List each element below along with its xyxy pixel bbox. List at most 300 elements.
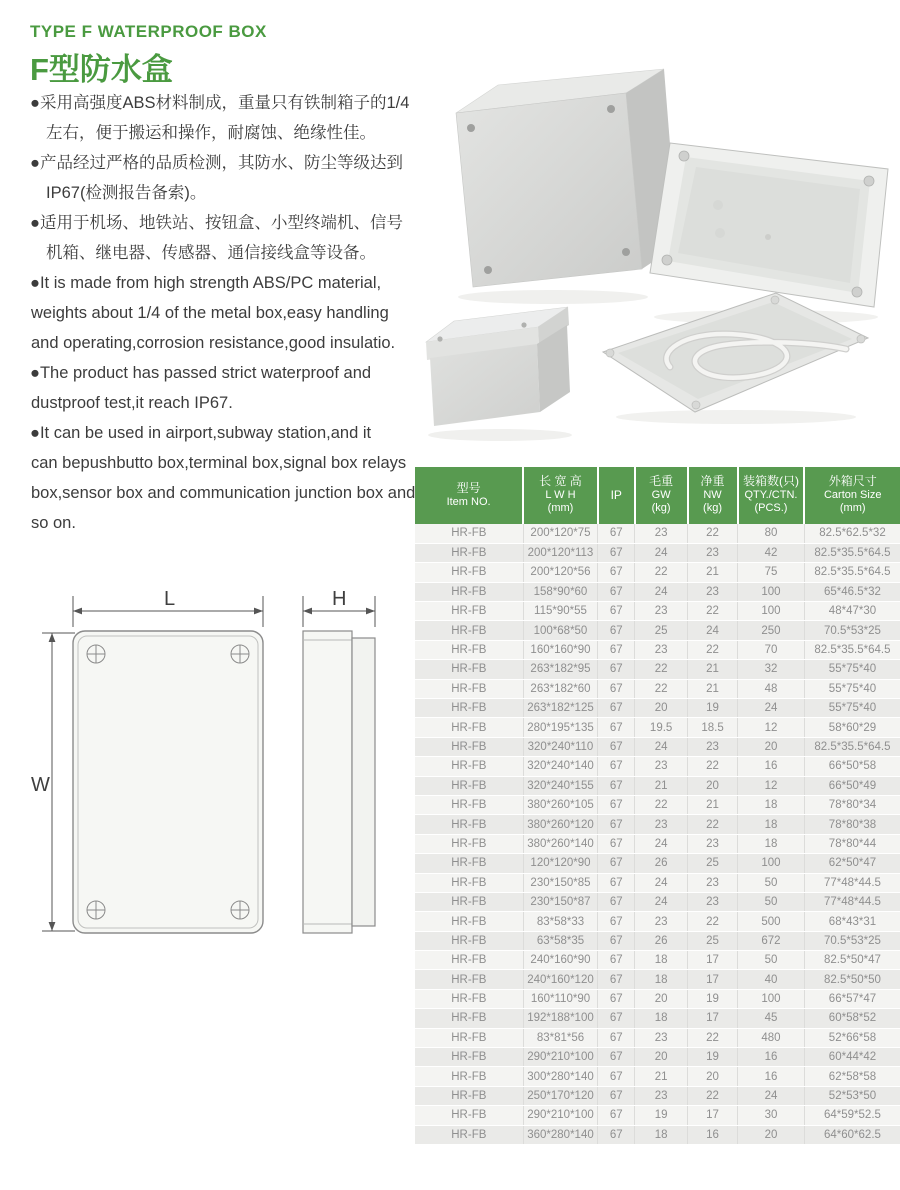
table-cell: 17	[688, 1009, 738, 1028]
table-cell: 67	[598, 795, 635, 814]
table-cell: 55*75*40	[804, 660, 900, 679]
column-header: 装箱数(只) QTY./CTN. (PCS.)	[738, 467, 805, 524]
table-row	[415, 699, 900, 718]
table-cell: 50	[738, 892, 805, 911]
table-cell: 100	[738, 989, 805, 1008]
column-header: 型号 Item NO.	[415, 467, 523, 524]
table-row	[415, 815, 900, 834]
table-cell: 23	[688, 582, 738, 601]
table-cell: 24	[635, 873, 688, 892]
table-cell: HR-FB	[415, 951, 523, 970]
table-cell: HR-FB	[415, 1125, 523, 1144]
table-cell: 263*182*95	[523, 660, 598, 679]
table-cell: 67	[598, 1028, 635, 1047]
table-cell: HR-FB	[415, 854, 523, 873]
table-cell: HR-FB	[415, 718, 523, 737]
table-cell: 24	[635, 834, 688, 853]
front-view-outline	[73, 631, 263, 933]
table-cell: 70.5*53*25	[804, 931, 900, 950]
table-cell: 23	[635, 1028, 688, 1047]
table-cell: HR-FB	[415, 912, 523, 931]
table-row	[415, 660, 900, 679]
table-cell: HR-FB	[415, 737, 523, 756]
table-cell: 66*50*49	[804, 776, 900, 795]
table-cell: 290*210*100	[523, 1106, 598, 1125]
table-cell: 360*280*140	[523, 1125, 598, 1144]
table-cell: 23	[635, 815, 688, 834]
table-cell: 78*80*38	[804, 815, 900, 834]
feature-line: IP67(检测报告备索)。	[46, 184, 207, 202]
table-row	[415, 1125, 900, 1144]
photo-big-box	[456, 69, 678, 287]
table-cell: 380*260*120	[523, 815, 598, 834]
table-cell: 25	[635, 621, 688, 640]
table-cell: 380*260*140	[523, 834, 598, 853]
table-cell: 23	[635, 524, 688, 543]
table-cell: 200*120*56	[523, 563, 598, 582]
table-cell: 100	[738, 602, 805, 621]
table-row	[415, 892, 900, 911]
feature-line: 左右，便于搬运和操作，耐腐蚀、绝缘性佳。	[46, 124, 376, 142]
dimension-label-L: L	[164, 588, 176, 610]
table-row	[415, 834, 900, 853]
table-cell: HR-FB	[415, 931, 523, 950]
table-cell: HR-FB	[415, 757, 523, 776]
screw-icon	[87, 901, 105, 919]
table-cell: 18	[635, 1125, 688, 1144]
table-cell: 67	[598, 1125, 635, 1144]
table-cell: HR-FB	[415, 621, 523, 640]
feature-line: ●It can be used in airport,subway station,and it	[30, 424, 372, 442]
table-cell: 68*43*31	[804, 912, 900, 931]
table-cell: 19	[688, 989, 738, 1008]
table-cell: 67	[598, 679, 635, 698]
screw-icon	[231, 645, 249, 663]
table-row	[415, 912, 900, 931]
table-cell: 22	[688, 815, 738, 834]
table-cell: 67	[598, 543, 635, 562]
table-cell: 22	[688, 912, 738, 931]
page-title-cn: F型防水盒	[30, 52, 173, 87]
table-cell: 17	[688, 951, 738, 970]
feature-bullet	[30, 418, 426, 538]
table-cell: 82.5*62.5*32	[804, 524, 900, 543]
dimension-label-W: W	[31, 774, 50, 796]
table-cell: 62*58*58	[804, 1067, 900, 1086]
table-cell: 63*58*35	[523, 931, 598, 950]
table-cell: 23	[688, 737, 738, 756]
table-cell: 77*48*44.5	[804, 873, 900, 892]
page-title-en: TYPE F WATERPROOF BOX	[30, 22, 267, 41]
feature-bullet	[30, 208, 426, 268]
table-cell: 21	[635, 776, 688, 795]
feature-line: ●It is made from high strength ABS/PC material,	[30, 274, 382, 292]
table-cell: 20	[688, 776, 738, 795]
table-cell: 67	[598, 1106, 635, 1125]
table-row	[415, 1009, 900, 1028]
table-cell: 380*260*105	[523, 795, 598, 814]
column-header: 外箱尺寸 Carton Size (mm)	[804, 467, 900, 524]
table-cell: HR-FB	[415, 989, 523, 1008]
table-cell: 16	[738, 757, 805, 776]
photo-open-box	[650, 143, 888, 307]
table-cell: 18	[738, 834, 805, 853]
table-cell: 20	[635, 699, 688, 718]
table-cell: 82.5*50*50	[804, 970, 900, 989]
table-cell: 82.5*35.5*64.5	[804, 543, 900, 562]
table-cell: HR-FB	[415, 1048, 523, 1067]
table-cell: 22	[688, 524, 738, 543]
table-row	[415, 718, 900, 737]
table-row	[415, 582, 900, 601]
feature-bullet	[30, 268, 426, 358]
feature-line: dustproof test,it reach IP67.	[31, 394, 233, 412]
table-cell: 120*120*90	[523, 854, 598, 873]
table-cell: 300*280*140	[523, 1067, 598, 1086]
table-cell: 23	[688, 892, 738, 911]
table-row	[415, 1067, 900, 1086]
column-header: 毛重 GW (kg)	[635, 467, 688, 524]
table-cell: 192*188*100	[523, 1009, 598, 1028]
table-cell: 67	[598, 699, 635, 718]
feature-bullet	[30, 88, 426, 148]
table-cell: 67	[598, 640, 635, 659]
table-cell: 23	[688, 834, 738, 853]
table-cell: 200*120*75	[523, 524, 598, 543]
feature-bullet	[30, 358, 426, 418]
table-row	[415, 989, 900, 1008]
table-cell: 70.5*53*25	[804, 621, 900, 640]
table-cell: 64*59*52.5	[804, 1106, 900, 1125]
table-cell: 55*75*40	[804, 679, 900, 698]
table-row	[415, 757, 900, 776]
table-cell: 19	[688, 1048, 738, 1067]
table-cell: 26	[635, 931, 688, 950]
table-cell: 263*182*125	[523, 699, 598, 718]
table-cell: HR-FB	[415, 699, 523, 718]
table-row	[415, 873, 900, 892]
table-cell: HR-FB	[415, 582, 523, 601]
table-row	[415, 737, 900, 756]
table-cell: 100*68*50	[523, 621, 598, 640]
table-cell: 67	[598, 912, 635, 931]
table-cell: 83*81*56	[523, 1028, 598, 1047]
feature-line: can bepushbutto box,terminal box,signal box relays	[31, 454, 407, 472]
shadow	[458, 290, 648, 304]
column-header: 长 宽 高 L W H (mm)	[523, 467, 598, 524]
table-cell: HR-FB	[415, 660, 523, 679]
table-cell: 18	[635, 951, 688, 970]
table-cell: 52*53*50	[804, 1086, 900, 1105]
table-row	[415, 1028, 900, 1047]
table-cell: 320*240*110	[523, 737, 598, 756]
table-cell: 18.5	[688, 718, 738, 737]
title-block	[30, 22, 267, 89]
table-cell: 21	[688, 679, 738, 698]
table-cell: 230*150*87	[523, 892, 598, 911]
table-cell: 70	[738, 640, 805, 659]
table-cell: 19	[688, 699, 738, 718]
table-cell: 23	[635, 640, 688, 659]
table-cell: HR-FB	[415, 602, 523, 621]
table-cell: 45	[738, 1009, 805, 1028]
table-cell: 75	[738, 563, 805, 582]
table-cell: HR-FB	[415, 795, 523, 814]
table-cell: 83*58*33	[523, 912, 598, 931]
table-cell: 67	[598, 718, 635, 737]
table-cell: 78*80*34	[804, 795, 900, 814]
table-cell: 21	[688, 795, 738, 814]
table-cell: HR-FB	[415, 524, 523, 543]
table-cell: 67	[598, 737, 635, 756]
table-cell: 67	[598, 621, 635, 640]
table-cell: HR-FB	[415, 640, 523, 659]
photo-small-box	[426, 307, 570, 426]
table-cell: 67	[598, 989, 635, 1008]
spec-table	[415, 467, 900, 1145]
table-cell: 320*240*140	[523, 757, 598, 776]
table-cell: 18	[635, 1009, 688, 1028]
feature-list	[30, 88, 426, 538]
table-cell: HR-FB	[415, 873, 523, 892]
table-cell: HR-FB	[415, 1009, 523, 1028]
feature-line: box,sensor box and communication junction box and	[31, 484, 416, 502]
feature-line: so on.	[31, 514, 76, 532]
feature-line: ●采用高强度ABS材料制成，重量只有铁制箱子的1/4	[30, 94, 410, 112]
table-row	[415, 1048, 900, 1067]
table-cell: 16	[738, 1067, 805, 1086]
table-cell: 672	[738, 931, 805, 950]
table-cell: 12	[738, 776, 805, 795]
screw-icon	[87, 645, 105, 663]
table-cell: 24	[688, 621, 738, 640]
table-cell: 67	[598, 602, 635, 621]
table-cell: 50	[738, 951, 805, 970]
column-header: 净重 NW (kg)	[688, 467, 738, 524]
table-cell: 67	[598, 660, 635, 679]
table-cell: HR-FB	[415, 1067, 523, 1086]
table-cell: 21	[688, 563, 738, 582]
product-photo	[418, 55, 900, 460]
table-cell: 67	[598, 1086, 635, 1105]
table-cell: 20	[738, 737, 805, 756]
dimension-label-H: H	[332, 588, 347, 610]
table-cell: HR-FB	[415, 776, 523, 795]
table-cell: 52*66*58	[804, 1028, 900, 1047]
table-cell: 80	[738, 524, 805, 543]
table-cell: 22	[688, 1028, 738, 1047]
table-cell: HR-FB	[415, 1106, 523, 1125]
table-cell: 67	[598, 931, 635, 950]
table-cell: 22	[688, 640, 738, 659]
feature-line: ●产品经过严格的品质检测，其防水、防尘等级达到	[30, 154, 403, 172]
table-cell: 23	[635, 602, 688, 621]
table-cell: 22	[635, 679, 688, 698]
table-cell: 17	[688, 1106, 738, 1125]
photo-lid	[603, 293, 868, 412]
table-cell: 55*75*40	[804, 699, 900, 718]
table-cell: 82.5*35.5*64.5	[804, 737, 900, 756]
table-cell: 67	[598, 815, 635, 834]
table-body	[415, 524, 900, 1145]
table-cell: 20	[688, 1067, 738, 1086]
table-cell: 230*150*85	[523, 873, 598, 892]
table-cell: 48	[738, 679, 805, 698]
shadow	[616, 410, 856, 424]
table-cell: 60*44*42	[804, 1048, 900, 1067]
table-cell: HR-FB	[415, 563, 523, 582]
table-cell: 16	[738, 1048, 805, 1067]
screw-icon	[231, 901, 249, 919]
table-cell: 158*90*60	[523, 582, 598, 601]
table-cell: 48*47*30	[804, 602, 900, 621]
table-cell: 250	[738, 621, 805, 640]
table-cell: HR-FB	[415, 834, 523, 853]
table-cell: 23	[688, 873, 738, 892]
table-cell: 100	[738, 854, 805, 873]
table-cell: 19.5	[635, 718, 688, 737]
table-cell: 263*182*60	[523, 679, 598, 698]
column-header: IP	[598, 467, 635, 524]
table-cell: 20	[738, 1125, 805, 1144]
table-cell: 67	[598, 524, 635, 543]
feature-line: ●适用于机场、地铁站、按钮盒、小型终端机、信号	[30, 214, 403, 232]
table-header-row	[415, 467, 900, 524]
table-row	[415, 776, 900, 795]
table-cell: 22	[635, 660, 688, 679]
table-cell: 18	[635, 970, 688, 989]
table-row	[415, 1086, 900, 1105]
table-cell: 22	[688, 1086, 738, 1105]
feature-line: 机箱、继电器、传感器、通信接线盒等设备。	[46, 244, 376, 262]
table-cell: 24	[635, 543, 688, 562]
table-cell: 67	[598, 1048, 635, 1067]
table-cell: 160*110*90	[523, 989, 598, 1008]
table-cell: HR-FB	[415, 1028, 523, 1047]
table-cell: 18	[738, 795, 805, 814]
table-cell: 23	[635, 912, 688, 931]
table-cell: 24	[738, 1086, 805, 1105]
table-cell: 67	[598, 970, 635, 989]
feature-line: and operating,corrosion resistance,good insulatio.	[31, 334, 396, 352]
feature-bullet	[30, 148, 426, 208]
table-cell: 67	[598, 757, 635, 776]
table-cell: 22	[688, 602, 738, 621]
table-cell: 25	[688, 931, 738, 950]
table-cell: 24	[738, 699, 805, 718]
table-cell: 67	[598, 1067, 635, 1086]
table-cell: 240*160*90	[523, 951, 598, 970]
table-cell: 200*120*113	[523, 543, 598, 562]
table-cell: 290*210*100	[523, 1048, 598, 1067]
table-cell: 20	[635, 989, 688, 1008]
table-cell: HR-FB	[415, 892, 523, 911]
table-cell: 67	[598, 873, 635, 892]
table-row	[415, 970, 900, 989]
table-row	[415, 1106, 900, 1125]
table-row	[415, 543, 900, 562]
table-cell: HR-FB	[415, 1086, 523, 1105]
table-row	[415, 931, 900, 950]
table-cell: HR-FB	[415, 970, 523, 989]
table-cell: 480	[738, 1028, 805, 1047]
table-row	[415, 854, 900, 873]
table-cell: 64*60*62.5	[804, 1125, 900, 1144]
table-cell: 19	[635, 1106, 688, 1125]
table-cell: 500	[738, 912, 805, 931]
table-cell: 25	[688, 854, 738, 873]
table-cell: 82.5*50*47	[804, 951, 900, 970]
table-cell: 22	[688, 757, 738, 776]
table-cell: 16	[688, 1125, 738, 1144]
table-cell: 65*46.5*32	[804, 582, 900, 601]
shadow	[428, 429, 572, 441]
side-view-outline	[303, 631, 375, 933]
table-cell: 23	[635, 757, 688, 776]
table-cell: 67	[598, 776, 635, 795]
feature-line: weights about 1/4 of the metal box,easy handling	[31, 304, 389, 322]
table-row	[415, 563, 900, 582]
table-cell: 320*240*155	[523, 776, 598, 795]
table-cell: 20	[635, 1048, 688, 1067]
table-cell: HR-FB	[415, 679, 523, 698]
table-cell: 60*58*52	[804, 1009, 900, 1028]
table-cell: 17	[688, 970, 738, 989]
table-cell: 240*160*120	[523, 970, 598, 989]
table-cell: 12	[738, 718, 805, 737]
table-row	[415, 640, 900, 659]
table-cell: 67	[598, 582, 635, 601]
table-cell: 82.5*35.5*64.5	[804, 640, 900, 659]
table-cell: 24	[635, 892, 688, 911]
table-cell: 67	[598, 854, 635, 873]
table-cell: 67	[598, 892, 635, 911]
table-cell: 24	[635, 737, 688, 756]
table-cell: 32	[738, 660, 805, 679]
table-cell: 77*48*44.5	[804, 892, 900, 911]
table-cell: 82.5*35.5*64.5	[804, 563, 900, 582]
table-cell: 66*57*47	[804, 989, 900, 1008]
table-cell: 67	[598, 834, 635, 853]
table-cell: HR-FB	[415, 543, 523, 562]
table-cell: 21	[688, 660, 738, 679]
table-cell: 58*60*29	[804, 718, 900, 737]
table-cell: 22	[635, 563, 688, 582]
table-cell: 42	[738, 543, 805, 562]
table-cell: 280*195*135	[523, 718, 598, 737]
table-cell: 40	[738, 970, 805, 989]
table-row	[415, 679, 900, 698]
table-cell: 160*160*90	[523, 640, 598, 659]
table-row	[415, 621, 900, 640]
table-cell: 67	[598, 951, 635, 970]
table-cell: 18	[738, 815, 805, 834]
table-cell: 115*90*55	[523, 602, 598, 621]
table-row	[415, 951, 900, 970]
table-cell: 67	[598, 1009, 635, 1028]
table-cell: 50	[738, 873, 805, 892]
table-cell: HR-FB	[415, 815, 523, 834]
dimension-diagram	[30, 583, 400, 968]
feature-line: ●The product has passed strict waterproof and	[30, 364, 372, 382]
table-cell: 100	[738, 582, 805, 601]
table-row	[415, 795, 900, 814]
table-cell: 66*50*58	[804, 757, 900, 776]
table-cell: 30	[738, 1106, 805, 1125]
table-row	[415, 602, 900, 621]
table-cell: 22	[635, 795, 688, 814]
table-row	[415, 524, 900, 543]
